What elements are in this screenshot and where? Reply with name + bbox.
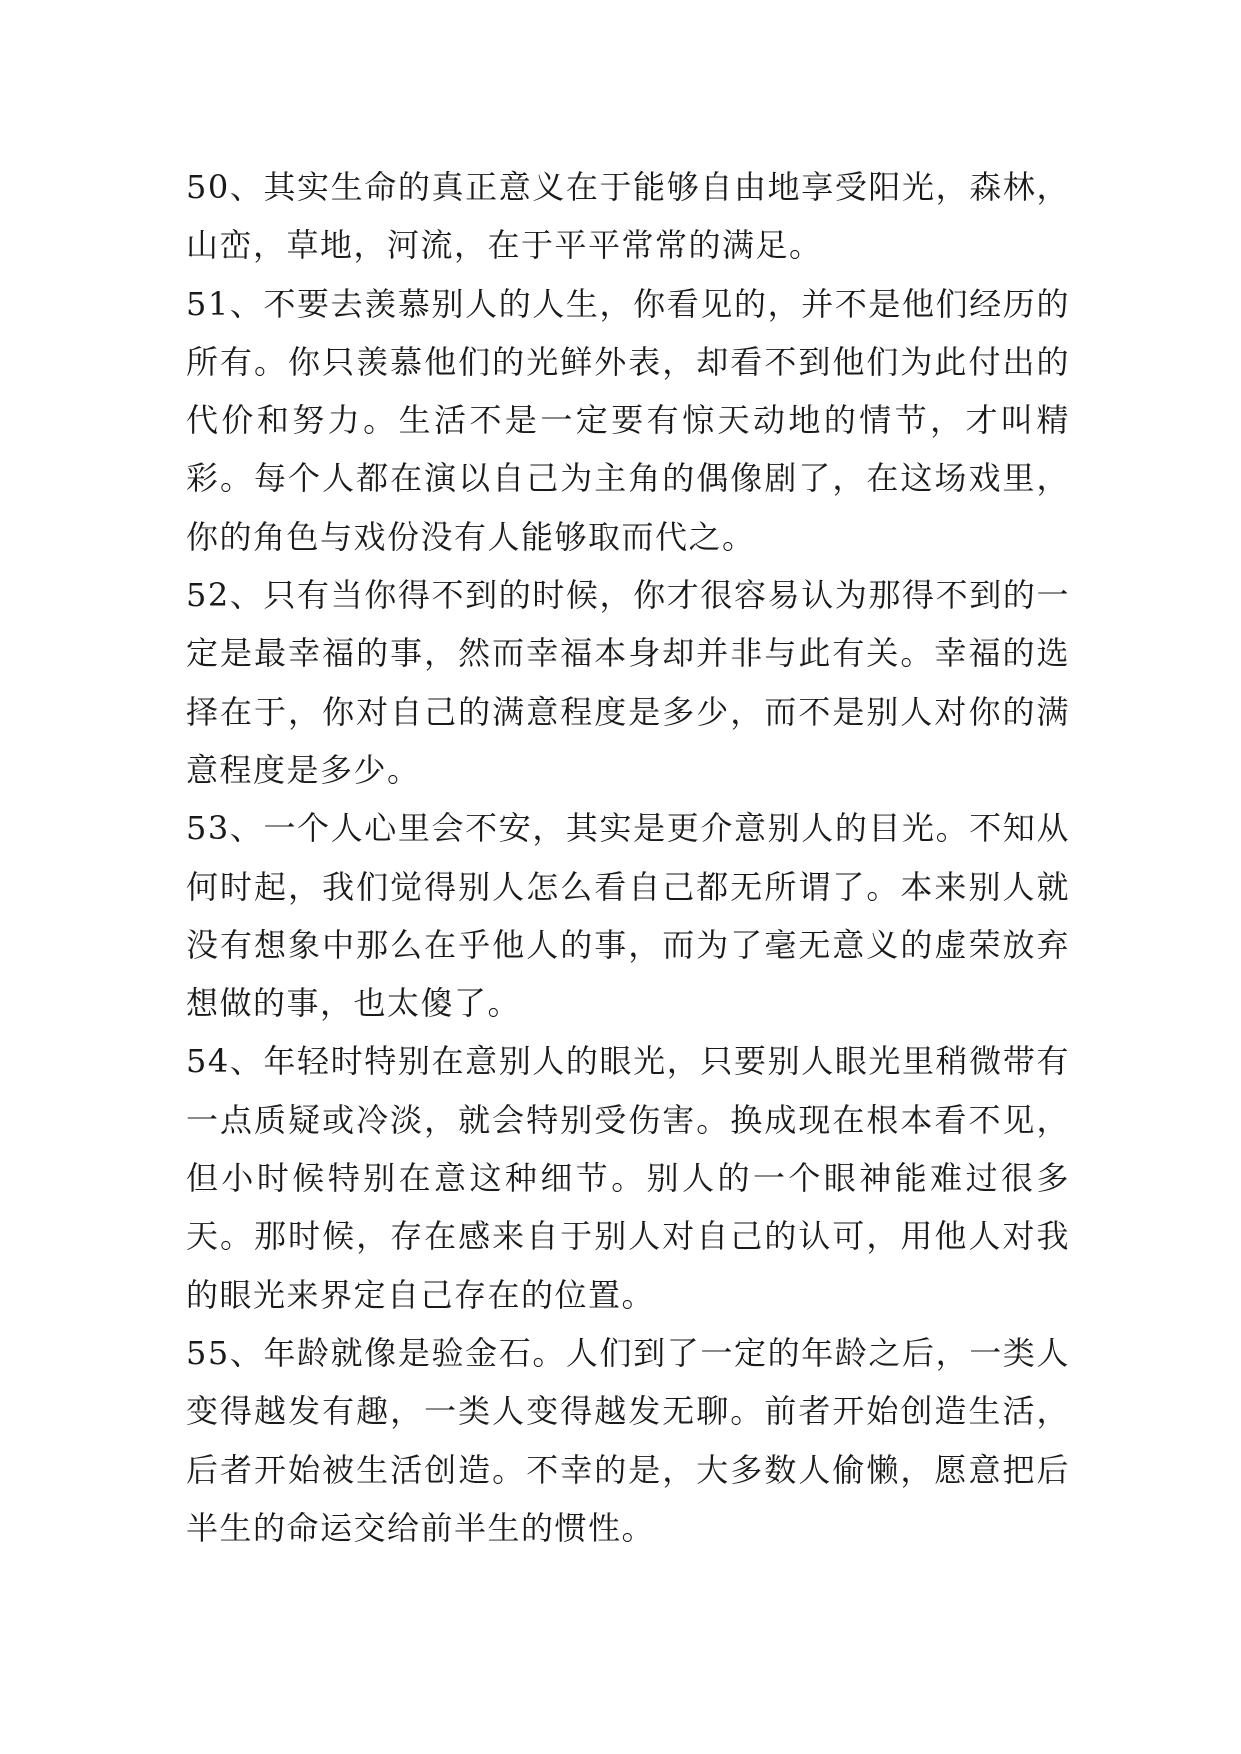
document-body [186, 158, 1070, 1557]
paragraph-53: 53、一个人心里会不安，其实是更介意别人的目光。不知从何时起，我们觉得别人怎么看自己都无所谓了。本来别人就没有想象中那么在乎他人的事，而为了毫无意义的虚荣放弃想做的事，也太傻了。 [186, 809, 1070, 1023]
paragraph-54: 54、年轻时特别在意别人的眼光，只要别人眼光里稍微带有一点质疑或冷淡，就会特别受伤害。换成现在根本看不见，但小时候特别在意这种细节。别人的一个眼神能难过很多天。那时候，存在感来自于别人对自己的认可，用他人对我的眼光来界定自己存在的位置。 [186, 1042, 1070, 1314]
paragraph-52: 52、只有当你得不到的时候，你才很容易认为那得不到的一定是最幸福的事，然而幸福本身却并非与此有关。幸福的选择在于，你对自己的满意程度是多少，而不是别人对你的满意程度是多少。 [186, 576, 1070, 789]
paragraph-55: 55、年龄就像是验金石。人们到了一定的年龄之后，一类人变得越发有趣，一类人变得越发无聊。前者开始创造生活，后者开始被生活创造。不幸的是，大多数人偷懒，愿意把后半生的命运交给前半生的惯性。 [186, 1333, 1070, 1547]
paragraph-51: 51、不要去羡慕别人的人生，你看见的，并不是他们经历的所有。你只羡慕他们的光鲜外表，却看不到他们为此付出的代价和努力。生活不是一定要有惊天动地的情节，才叫精彩。每个人都在演以自己为主角的偶像剧了，在这场戏里，你的角色与戏份没有人能够取而代之。 [186, 284, 1070, 556]
paragraph-50: 50、其实生命的真正意义在于能够自由地享受阳光，森林，山峦，草地，河流，在于平平常常的满足。 [186, 168, 1070, 265]
